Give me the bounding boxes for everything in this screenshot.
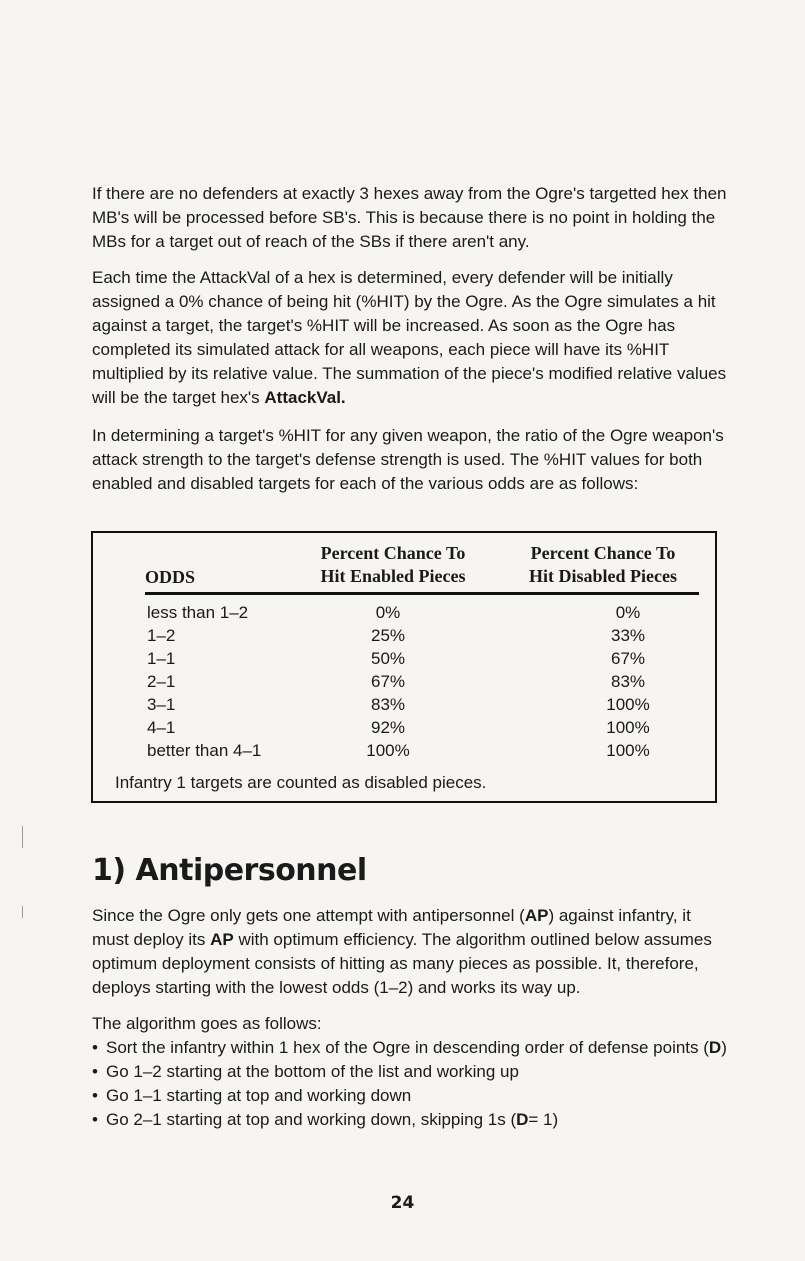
ap-term: AP — [210, 930, 234, 949]
paragraph-1: If there are no defenders at exactly 3 hexes away from the Ogre's targetted hex then MB's will be processed before SB's. This is because there is no point in holding the MBs for a target out of reach of the SBs if there aren't any. — [92, 184, 727, 251]
table-row — [93, 670, 719, 693]
odds-cell: better than 4–1 — [147, 741, 262, 760]
table-row — [93, 739, 719, 762]
enabled-cell: 50% — [370, 649, 406, 668]
page-number: 24 — [390, 1193, 415, 1213]
enabled-cell: 67% — [370, 672, 406, 691]
odds-cell: 3–1 — [147, 695, 176, 714]
header-enabled-line1: Percent Chance To — [320, 543, 466, 563]
paragraph-3: In determining a target's %HIT for any given weapon, the ratio of the Ogre weapon's attack strength to the target's defense strength is used. The %HIT values for both enabled and disabled targets for each of the various odds are as follows: — [92, 426, 724, 493]
paragraph-4 — [92, 904, 732, 1000]
odds-cell: 1–1 — [147, 649, 176, 668]
table-note: Infantry 1 targets are counted as disabled pieces. — [115, 773, 487, 792]
section-heading: 1) Antipersonnel — [92, 853, 367, 888]
header-odds: ODDS — [145, 567, 196, 587]
p4-text-a: Since the Ogre only gets one attempt with antipersonnel ( — [92, 906, 525, 925]
p4-text-c: with optimum efficiency. The algorithm outlined below assumes optimum deployment consists of hitting as many pieces as possible. It, therefore, deploys starting with the lowest odds (1–2) and works its way up. — [92, 930, 712, 997]
table-row — [93, 647, 719, 670]
paragraph-5: The algorithm goes as follows: — [92, 1014, 322, 1033]
list-item — [92, 1036, 732, 1060]
enabled-cell: 100% — [366, 741, 410, 760]
header-disabled-line1: Percent Chance To — [530, 543, 676, 563]
paragraph-2-text: Each time the AttackVal of a hex is determined, every defender will be initially assigned a 0% chance of being hit (%HIT) by the Ogre. As the Ogre simulates a hit against a target, the target's %HIT will be increased. As soon as the Ogre has completed its simulated attack for all weapons, each piece will have its %HIT multiplied by its relative value. The summation of the piece's modified relative values will be the target hex's — [92, 268, 727, 407]
disabled-cell: 33% — [610, 626, 646, 645]
disabled-cell: 100% — [606, 741, 650, 760]
margin-mark — [22, 826, 23, 848]
list-item — [92, 1108, 732, 1132]
margin-mark — [22, 906, 23, 918]
d-term: D — [708, 1038, 722, 1057]
algorithm-list — [92, 1036, 732, 1132]
bullet-4-end: = 1) — [528, 1110, 559, 1129]
header-disabled — [503, 542, 703, 588]
header-disabled-line2: Hit Disabled Pieces — [529, 566, 677, 586]
header-enabled — [293, 542, 493, 588]
table-row — [93, 601, 719, 624]
odds-cell: 2–1 — [147, 672, 176, 691]
odds-cell: 1–2 — [147, 626, 176, 645]
enabled-cell: 25% — [370, 626, 406, 645]
ap-term: AP — [524, 906, 549, 925]
table-row — [93, 716, 719, 739]
paragraph-2 — [92, 266, 732, 410]
bullet-1-text: Sort the infantry within 1 hex of the Ogre in descending order of defense points ( — [106, 1038, 709, 1057]
list-item: • Go 1–2 starting at the bottom of the list and working up — [92, 1060, 732, 1084]
list-item: • Go 1–1 starting at top and working down — [92, 1084, 732, 1108]
odds-cell: 4–1 — [147, 718, 176, 737]
d-term: D — [516, 1110, 529, 1129]
header-rule — [145, 592, 699, 595]
disabled-cell: 83% — [610, 672, 646, 691]
odds-table — [91, 531, 717, 803]
p4-text-b: ) against infantry, it must deploy its — [92, 906, 691, 949]
disabled-cell: 0% — [615, 603, 641, 622]
table-row — [93, 624, 719, 647]
odds-cell: less than 1–2 — [147, 603, 249, 622]
attackval-term: AttackVal. — [264, 388, 346, 407]
enabled-cell: 83% — [370, 695, 406, 714]
disabled-cell: 67% — [610, 649, 646, 668]
enabled-cell: 0% — [375, 603, 401, 622]
header-enabled-line2: Hit Enabled Pieces — [320, 566, 466, 586]
disabled-cell: 100% — [606, 695, 650, 714]
table-row — [93, 693, 719, 716]
enabled-cell: 92% — [370, 718, 406, 737]
bullet-1-end: ) — [721, 1038, 727, 1057]
bullet-4-text: Go 2–1 starting at top and working down, skipping 1s ( — [106, 1110, 517, 1129]
disabled-cell: 100% — [606, 718, 650, 737]
